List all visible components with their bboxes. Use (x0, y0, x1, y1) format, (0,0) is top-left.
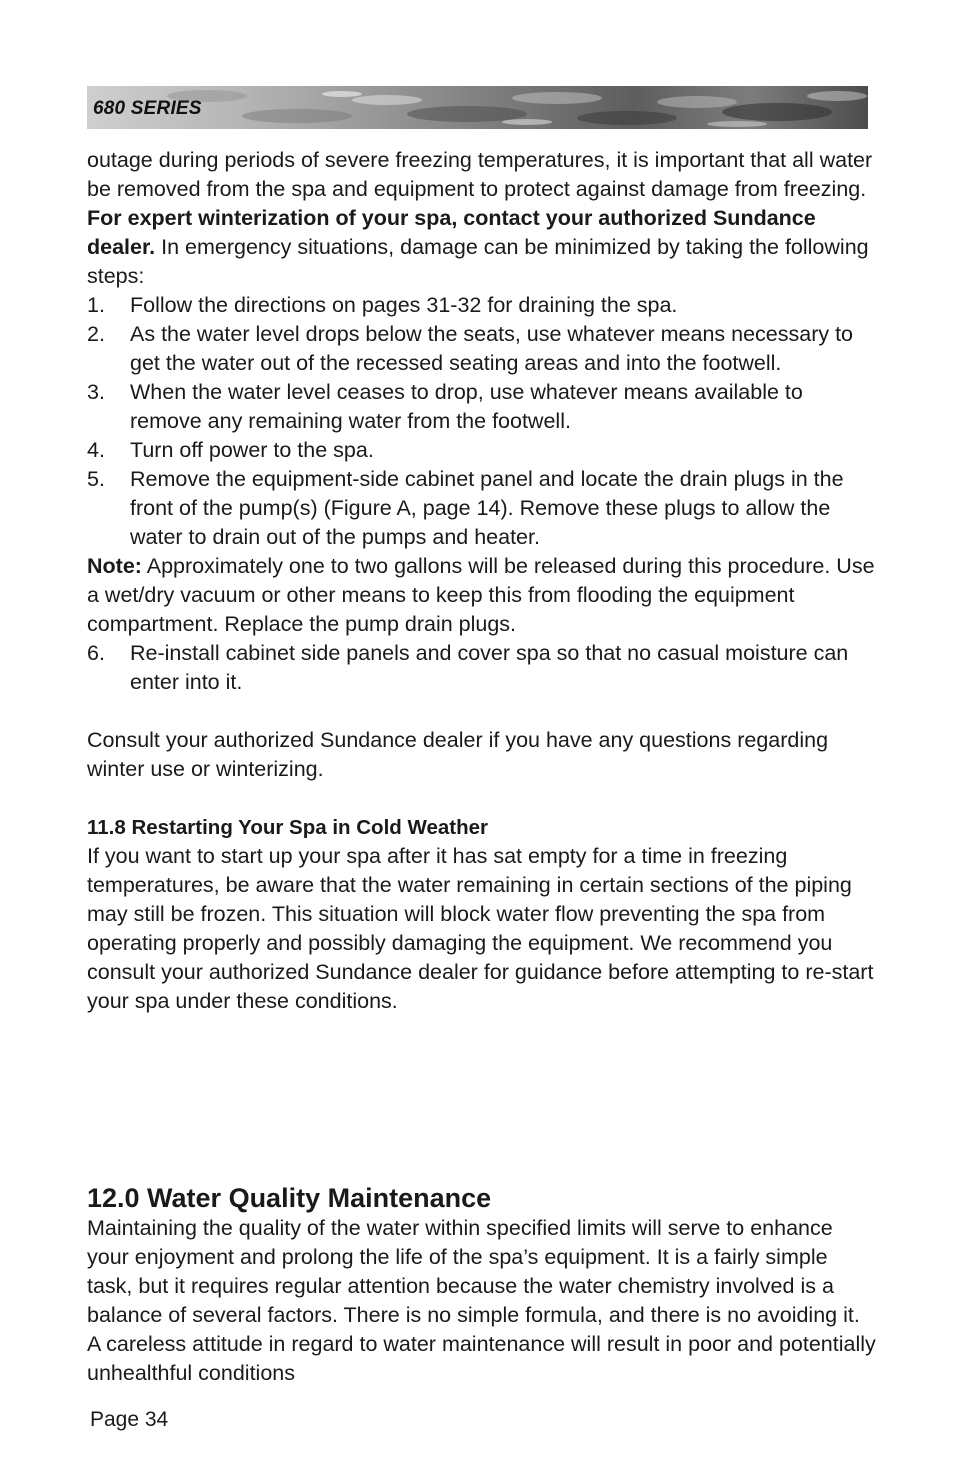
main-content (87, 146, 877, 1016)
draining-steps-list-continued (87, 639, 877, 697)
water-texture-image (87, 86, 868, 129)
note-label: Note: (87, 554, 142, 578)
subsection-paragraph: If you want to start up your spa after it has sat empty for a time in freezing temperatures, be aware that the water remaining in certain sections of the piping may still be frozen. This situation will block water flow preventing the spa from operating properly and possibly damaging the equipment. We recommend you consult your authorized Sundance dealer for guidance before attempting to re-start your spa under these conditions. (87, 844, 874, 1013)
intro-paragraph: outage during periods of severe freezing temperatures, it is important that all water be removed from the spa and equipment to protect against damage from freezing. For expert winterization of your spa, contact your authorized Sundance dealer. In emergency situations, damage can be minimized by taking the following steps: (87, 148, 873, 288)
list-item: 5. Remove the equipment-side cabinet panel and locate the drain plugs in the front of the pump(s) (Figure A, page 14). Remove these plugs to allow the water to drain out of the pumps and heater. (87, 467, 844, 549)
list-item: 2. As the water level drops below the seats, use whatever means necessary to get the water out of the recessed seating areas and into the footwell. (87, 322, 854, 375)
page-number: Page 34 (90, 1408, 169, 1431)
section-heading: 12.0 Water Quality Maintenance (87, 1183, 492, 1213)
series-label: 680 SERIES (93, 98, 202, 119)
list-item: 6. Re-install cabinet side panels and cover spa so that no casual moisture can enter into it. (87, 641, 849, 694)
intro-bold-text: For expert winterization of your spa, contact your authorized Sundance dealer. (87, 206, 816, 259)
consult-paragraph: Consult your authorized Sundance dealer if you have any questions regarding winter use or winterizing. (87, 728, 829, 781)
list-item: 3. When the water level ceases to drop, use whatever means available to remove any remaining water from the footwell. (87, 380, 803, 433)
header-banner (87, 86, 868, 129)
draining-steps-list (87, 291, 877, 552)
list-item: 4. Turn off power to the spa. (87, 438, 374, 462)
list-item: 1. Follow the directions on pages 31-32 for draining the spa. (87, 293, 678, 317)
subsection-heading: 11.8 Restarting Your Spa in Cold Weather (87, 816, 488, 839)
note-paragraph: Note: Approximately one to two gallons will be released during this procedure. Use a wet/dry vacuum or other means to keep this from flooding the equipment compartment. Replace the pump drain plugs. (87, 554, 875, 636)
section-paragraph: Maintaining the quality of the water within specified limits will serve to enhance your enjoyment and prolong the life of the spa’s equipment. It is a fairly simple task, but it requires regular attention because the water chemistry involved is a balance of several factors. There is no simple formula, and there is no avoiding it. A careless attitude in regard to water maintenance will result in poor and potentially unhealthful conditions (87, 1216, 876, 1385)
